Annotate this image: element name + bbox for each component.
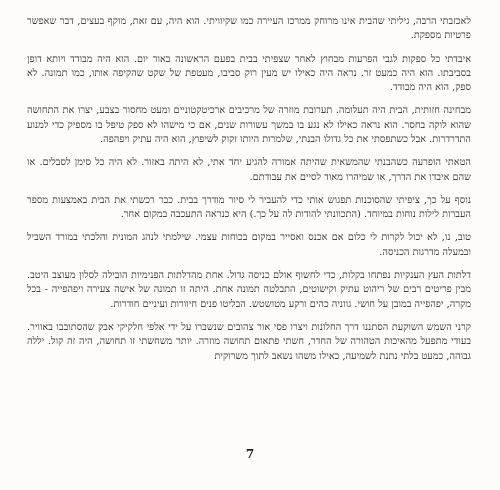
paragraph-8: קרני השמש השוקעת הסתננו דרך החלונות ויצרו פסי אור צהובים שנשברו על ידי אלפי חלקיקי אבק שהסתובבו באוויר. בעודי מתפעל מהאיכות הטהורה של החדר, חשתי פתאום תחושה מוזרה. יותר משחשתי זו תחושה, היה זה קול. יללה גבוהה, כמעט בלתי נתנת לשמיעה, כאילו משהו נשאב לתוך משרוקית: [27, 321, 471, 362]
paragraph-6: טוב, נו, לא יכול לקרות לי כלום אם אכנס ואסייר במקום בכוחות עצמי. שילמתי לנהג המונית והלכתי במורד השביל ובמעלה מדרגות הכניסה.: [27, 232, 471, 258]
paragraph-2: איבדתי כל ספקות לגבי הפרעות מבחוץ לאחר שצפיתי בבית בפעם הראשונה באור יום. הוא היה מבודד ויותא דופן בסביבתו. הוא היה כמעט זר. נראה היה כאילו יש מעין רוק סביבו, מעטפת של שקט שהקיפה אותו, כמו תמונה. לא ספק, הוא היה מבודד.: [27, 53, 471, 94]
page-number: 7: [245, 447, 255, 461]
paragraph-3: מבחינה חזותית, הבית היה תעלומה. תערובת מוזרה של מרכיבים ארכיטקטוניים ומעט מחסור בצבע, יצרו את התחושה שהוא לוקה בחסר. הוא נראה כאילו לא נגע בו במשך עשורות שנים, אם כי מישהו לא ספק טיפל בו מספיק כדי למנוע התדרדרות. אבל כשתפסתי את כל גדולו הבנתי, שלמרות היותו זקוק לשיפוץ, הוא היה עתיק ויפהפה.: [27, 105, 471, 146]
paragraph-5: נוסף על כך, ציפיתי שהסוכנות תפגוש אותי כדי להעביר לי סיור מודרך בבית. כבר רכשתי את הבית באמצעות מספר העברות לילות נוחות במיוחד. (התכוונתי להודות לה על כך.) היא כנראה התעכבה במקום אחר.: [27, 194, 471, 221]
paragraph-7: דלתות העץ הענקיות נפתחו בקלות, כדי לחשוף אולם כניסה גדול. אחת מהדלתות הפנימיות הובילה לסלון מעוצב היטב. מבין פריטים רבים של ריהוט עתיק וקישוטים, התבלטה תמונה אחת. היתה זו תמונה של אישה צעירה ויפהפייה - בכל מקרה, יפהפייה במובן על חושי. גווניה כהים ורקע מטושטש. הבליטו פנים חיוורות ועיניים חודרות.: [27, 269, 471, 310]
paragraph-1: לאכזבתי הרבה, גיליתי שהבית אינו מרוחק ממרכז העיירה כמו שקיוויתי. הוא היה, עם זאת, מוקף בעצים, דבר שאפשר פרטיות מספקת.: [27, 16, 471, 42]
body-text: [27, 15, 471, 364]
paragraph-4: הטאתי הופרעה כשהבנתי שהמשאית שהיתה אמורה להגיע יחד אתי, לא היתה באזור. לא היה כל סימן לסבלים. או שהם איבדו את הדרך, או שמיהרו מאוד לסיים את עבודתם.: [27, 157, 471, 183]
